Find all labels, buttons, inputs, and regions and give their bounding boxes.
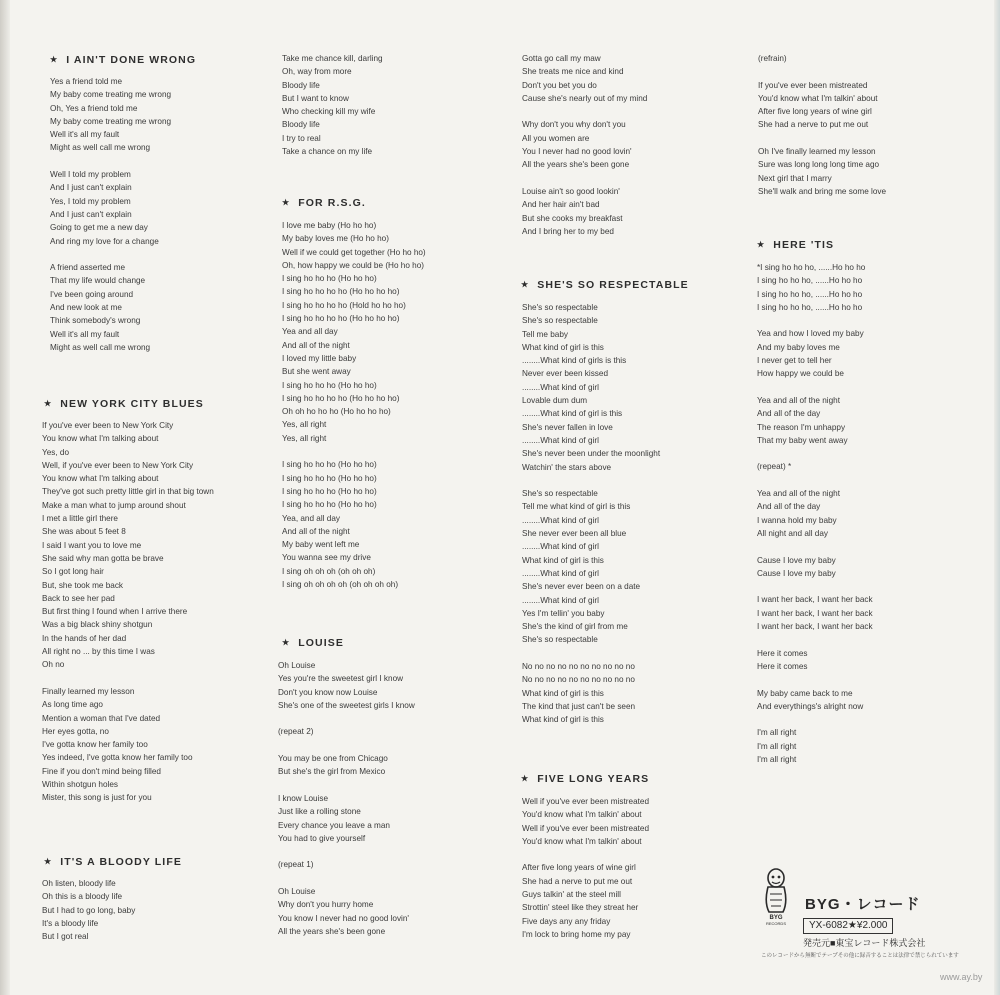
stanza-break — [522, 172, 756, 185]
lyric-line: I sing ho ho ho, ......Ho ho ho — [757, 289, 863, 299]
lyric-line: That my life would change — [50, 276, 146, 286]
lyric-line: Within shotgun holes — [42, 780, 119, 790]
song-lyrics — [282, 52, 513, 158]
lyric-line: She's one of the sweetest girls I know — [278, 700, 415, 710]
lyric-line: I wanna hold my baby — [757, 515, 837, 525]
song-continuation-five-long-years — [757, 52, 992, 198]
lyric-line: Take me chance kill, darling — [282, 54, 383, 63]
song-lyrics — [42, 419, 277, 805]
lyric-line: What kind of girl is this — [522, 342, 604, 352]
stanza-break — [278, 872, 513, 885]
lyric-line: Cause I love my baby — [757, 568, 836, 578]
song-section-new-york-city-blues — [42, 398, 277, 805]
lyric-line: I'm all right — [757, 728, 797, 738]
lyric-line: After five long years of wine girl — [758, 107, 872, 117]
lyric-line: Cause I love my baby — [757, 555, 836, 565]
lyric-line: I love me baby (Ho ho ho) — [282, 221, 377, 230]
lyric-line: All the years she's been gone — [522, 160, 630, 170]
lyric-line: Oh, how happy we could be (Ho ho ho) — [282, 260, 425, 270]
lyric-line: Back to see her pad — [42, 593, 115, 603]
lyric-line: She's never fallen in love — [522, 422, 613, 432]
lyric-line: You had to give yourself — [278, 833, 366, 843]
lyric-line: My baby went left me — [282, 540, 360, 550]
lyric-line: Oh listen, bloody life — [42, 879, 116, 888]
lyric-line: Here it comes — [757, 661, 808, 671]
lyric-line: She's so respectable — [522, 635, 598, 645]
lyric-line: Well if you've ever been mistreated — [522, 823, 650, 833]
song-section-louise — [278, 637, 513, 938]
song-section-five-long-years — [521, 773, 756, 941]
lyric-line: My baby loves me (Ho ho ho) — [282, 234, 389, 244]
lyric-line: I sing ho ho ho, ......Ho ho ho — [757, 276, 863, 286]
song-section-shes-so-respectable — [521, 279, 756, 727]
lyric-line: I know Louise — [278, 793, 329, 803]
lyric-line: Mister, this song is just for you — [42, 793, 152, 803]
lyric-line: Five days any any friday — [522, 916, 611, 926]
stanza-break — [757, 673, 992, 686]
lyric-line: But she went away — [282, 367, 351, 377]
song-title: ★ FOR R.S.G. — [282, 197, 366, 209]
lyric-line: (repeat 2) — [278, 727, 314, 737]
svg-text:BYG: BYG — [769, 915, 783, 921]
star-icon: ★ — [50, 55, 59, 64]
stanza-break — [757, 474, 992, 487]
lyric-line: You know what I'm talking about — [42, 434, 159, 444]
sheet-left-edge — [0, 0, 10, 995]
lyric-line: No no no no no no no no no no — [522, 662, 635, 672]
stanza-break — [757, 381, 992, 394]
song-title: ★ I AIN'T DONE WRONG — [50, 54, 197, 66]
lyric-line: Tell me what kind of girl is this — [522, 502, 631, 512]
lyric-line: I said I want you to love me — [42, 540, 142, 550]
lyric-line: (refrain) — [758, 54, 787, 63]
song-continuation-bloody-life — [278, 52, 513, 158]
lyric-line: I loved my little baby — [282, 353, 357, 363]
song-lyrics — [278, 659, 513, 938]
lyric-line: I sing ho ho ho (Ho ho ho) — [282, 274, 377, 284]
song-lyrics — [282, 219, 513, 591]
lyric-line: I sing ho ho ho ho (Ho ho ho ho) — [282, 314, 400, 324]
song-lyrics — [50, 75, 277, 354]
lyric-line: Yea and how I loved my baby — [757, 329, 864, 339]
lyric-line: I sing ho ho ho (Ho ho ho) — [282, 473, 377, 483]
lyric-line: Think somebody's wrong — [50, 316, 141, 326]
lyric-line: (repeat 1) — [278, 860, 314, 870]
lyric-line: I sing ho ho ho, ......Ho ho ho — [757, 302, 863, 312]
lyric-line: Yes you're the sweetest girl I know — [278, 674, 404, 684]
stanza-break — [278, 779, 513, 792]
lyric-line: Make a man what to jump around shout — [42, 500, 186, 510]
star-icon: ★ — [44, 857, 53, 866]
lyric-line: But she's the girl from Mexico — [278, 767, 386, 777]
lyric-line: I try to real — [282, 133, 321, 143]
lyric-line: Yes I'm tellin' you baby — [522, 608, 605, 618]
lyric-line: What kind of girl is this — [522, 555, 604, 565]
lyric-line: I want her back, I want her back — [757, 622, 873, 632]
stanza-break — [50, 248, 277, 261]
lyric-line: Don't you know now Louise — [278, 687, 378, 697]
lyric-line: Yea and all of the night — [757, 489, 841, 499]
lyric-line: I'm all right — [757, 741, 797, 751]
song-lyrics — [42, 877, 277, 943]
lyric-line: Oh this is a bloody life — [42, 892, 123, 902]
lyric-line: You'd know what I'm talkin' about — [758, 93, 878, 103]
lyric-line: ........What kind of girl — [522, 435, 599, 445]
stanza-break — [278, 739, 513, 752]
lyric-line: Oh oh ho ho ho (Ho ho ho ho) — [282, 407, 391, 417]
lyric-line: And all of the night — [282, 340, 350, 350]
song-section-i-aint-done-wrong — [42, 54, 277, 354]
lyric-line: You'd know what I'm talkin' about — [522, 810, 642, 820]
lyric-line: I sing ho ho ho ho (Hold ho ho ho) — [282, 300, 406, 310]
lyric-line: I sing ho ho ho (Ho ho ho) — [282, 460, 377, 470]
lyric-line: I sing ho ho ho (Ho ho ho) — [282, 500, 377, 510]
lyric-line: She never ever been all blue — [522, 529, 627, 539]
lyric-line: Next girl that I marry — [758, 173, 832, 183]
stanza-break — [757, 447, 992, 460]
star-icon: ★ — [282, 198, 291, 207]
song-title: ★ SHE'S SO RESPECTABLE — [521, 279, 689, 291]
lyric-line: I want her back, I want her back — [757, 595, 873, 605]
star-icon: ★ — [521, 280, 530, 289]
lyric-line: I'm all right — [757, 754, 797, 764]
lyric-line: Oh, way from more — [282, 67, 352, 77]
lyric-line: ........What kind of girl — [522, 595, 599, 605]
stanza-break — [758, 132, 992, 145]
lyric-line: But she cooks my breakfast — [522, 213, 623, 223]
lyric-line: So I got long hair — [42, 567, 104, 577]
lyric-line: I sing ho ho ho (Ho ho ho) — [282, 486, 377, 496]
lyric-line: Yes, all right — [282, 433, 327, 443]
lyric-line: After five long years of wine girl — [522, 863, 636, 873]
lyric-line: That my baby went away — [757, 435, 848, 445]
song-title: ★ FIVE LONG YEARS — [521, 773, 650, 785]
song-lyrics — [522, 795, 756, 941]
stanza-break — [758, 65, 992, 78]
lyric-line: They've got such pretty little girl in that big town — [42, 487, 214, 497]
lyric-line: She'll walk and bring me some love — [758, 186, 887, 196]
lyric-line: Don't you bet you do — [522, 80, 597, 90]
lyric-line: But I want to know — [282, 93, 349, 103]
lyric-line: She treats me nice and kind — [522, 67, 624, 77]
lyric-line: I'm lock to bring home my pay — [522, 929, 631, 939]
lyric-line: She had a nerve to put me out — [522, 876, 633, 886]
lyric-line: Yea and all day — [282, 327, 338, 337]
lyric-line: Here it comes — [757, 648, 808, 658]
lyric-line: She's the kind of girl from me — [522, 622, 628, 632]
lyric-line: She's so respectable — [522, 303, 598, 312]
lyric-line: Oh Louise — [278, 887, 316, 897]
lyric-line: Going to get me a new day — [50, 223, 148, 233]
lyric-line: A friend asserted me — [50, 263, 126, 273]
lyric-line: Lovable dum dum — [522, 396, 588, 406]
lyric-line: All night and all day — [757, 528, 829, 538]
star-icon: ★ — [757, 240, 766, 249]
lyric-line: Just like a rolling stone — [278, 807, 361, 817]
song-title: ★ HERE 'TIS — [757, 239, 835, 251]
lyric-line: Gotta go call my maw — [522, 54, 601, 63]
lyric-line: If you've ever been mistreated — [758, 80, 868, 90]
stanza-break — [757, 713, 992, 726]
lyric-line: My baby come treating me wrong — [50, 116, 172, 126]
stanza-break — [50, 155, 277, 168]
lyric-line: She was about 5 feet 8 — [42, 527, 126, 537]
song-section-here-tis — [757, 239, 992, 766]
stanza-break — [522, 105, 756, 118]
lyric-line: And everythings's alright now — [757, 701, 864, 711]
catalog-number-price: YX-6082★¥2.000 — [803, 918, 893, 934]
lyric-line: Well I told my problem — [50, 170, 131, 180]
lyric-line: Never ever been kissed — [522, 369, 609, 379]
stanza-break — [522, 474, 756, 487]
lyric-line: Yea, and all day — [282, 513, 340, 523]
song-title: ★ LOUISE — [282, 637, 344, 649]
star-icon: ★ — [521, 774, 530, 783]
stanza-break — [282, 445, 513, 458]
lyric-line: Well it's all my fault — [50, 329, 120, 339]
stanza-break — [757, 633, 992, 646]
lyric-line: Oh I've finally learned my lesson — [758, 147, 876, 157]
lyric-line: Cause she's nearly out of my mind — [522, 93, 648, 103]
song-continuation-louise — [521, 52, 756, 238]
lyric-line: What kind of girl is this — [522, 715, 604, 725]
lyric-line: If you've ever been to New York City — [42, 421, 174, 430]
lyric-line: Fine if you don't mind being filled — [42, 766, 161, 776]
stanza-break — [757, 540, 992, 553]
lyric-line: I sing ho ho ho (Ho ho ho) — [282, 380, 377, 390]
lyric-line: Sure was long long long time ago — [758, 160, 880, 170]
lyric-line: ........What kind of girl is this — [522, 409, 623, 419]
lyric-line: You know what I'm talking about — [42, 474, 159, 484]
lyric-line: You'd know what I'm talkin' about — [522, 836, 642, 846]
lyric-line: ........What kind of girls is this — [522, 356, 627, 366]
stanza-break — [757, 580, 992, 593]
lyric-line: ........What kind of girl — [522, 515, 599, 525]
lyric-line: ........What kind of girl — [522, 382, 599, 392]
lyric-line: Yes indeed, I've gotta know her family too — [42, 753, 193, 763]
song-title: ★ IT'S A BLOODY LIFE — [44, 856, 182, 868]
lyric-line: *I sing ho ho ho, ......Ho ho ho — [757, 263, 866, 272]
song-section-its-a-bloody-life — [42, 856, 277, 943]
lyric-line: Take a chance on my life — [282, 147, 373, 157]
lyric-line: Bloody life — [282, 80, 320, 90]
song-title: ★ NEW YORK CITY BLUES — [44, 398, 204, 410]
lyric-line: Yes, do — [42, 447, 70, 457]
byg-mascot-logo-icon — [760, 868, 792, 926]
lyric-line: And I bring her to my bed — [522, 226, 614, 236]
lyric-line: All right no ... by this time I was — [42, 647, 155, 657]
lyric-line: But I got real — [42, 932, 89, 942]
lyric-line: But first thing I found when I arrive there — [42, 607, 188, 617]
stanza-break — [522, 647, 756, 660]
lyric-line: Oh no — [42, 660, 65, 670]
lyric-line: You wanna see my drive — [282, 553, 371, 563]
lyric-line: Might as well call me wrong — [50, 143, 151, 153]
lyric-line: And I just can't explain — [50, 209, 132, 219]
lyric-line: Yes, all right — [282, 420, 327, 430]
copyright-notice: このレコードから無断でテープその他に録音することは法律で禁じられています — [761, 953, 959, 959]
lyric-line: It's a bloody life — [42, 918, 99, 928]
lyric-line: Mention a woman that I've dated — [42, 713, 161, 723]
lyric-line: I met a little girl there — [42, 514, 118, 524]
star-icon: ★ — [44, 399, 53, 408]
lyric-line: Guys talkin' at the steel mill — [522, 890, 621, 900]
lyric-line: ........What kind of girl — [522, 568, 599, 578]
lyric-line: Strottin' steel like they streat her — [522, 903, 639, 913]
lyric-line: (repeat) * — [757, 462, 792, 472]
lyric-line: Bloody life — [282, 120, 320, 130]
lyric-line: All you women are — [522, 133, 590, 143]
lyric-line: No no no no no no no no no no — [522, 675, 635, 685]
lyric-line: Yes a friend told me — [50, 77, 123, 86]
lyric-line: The kind that just can't be seen — [522, 701, 636, 711]
lyric-line: Watchin' the stars above — [522, 462, 612, 472]
stanza-break — [522, 848, 756, 861]
lyric-line: She's never been under the moonlight — [522, 449, 661, 459]
lyric-line: And all of the day — [757, 409, 821, 419]
lyric-line: But, she took me back — [42, 580, 124, 590]
lyric-line: And I just can't explain — [50, 183, 132, 193]
lyric-line: Why don't you hurry home — [278, 900, 374, 910]
lyric-line: Well it's all my fault — [50, 130, 120, 140]
lyric-line: You know I never had no good lovin' — [278, 913, 409, 923]
lyric-line: Well if you've ever been mistreated — [522, 797, 650, 806]
lyric-line: I've gotta know her family too — [42, 740, 148, 750]
lyric-line: Oh, Yes a friend told me — [50, 103, 138, 113]
publisher-name: 発売元■東宝レコード株式会社 — [803, 938, 926, 948]
lyric-line: Might as well call me wrong — [50, 342, 151, 352]
star-icon: ★ — [282, 638, 291, 647]
lyric-line: ........What kind of girl — [522, 542, 599, 552]
lyric-line: She's so respectable — [522, 316, 598, 326]
lyric-line: I sing ho ho ho ho (Ho ho ho ho) — [282, 393, 400, 403]
lyric-line: I want her back, I want her back — [757, 608, 873, 618]
lyric-line: My baby came back to me — [757, 688, 853, 698]
lyric-line: She had a nerve to put me out — [758, 120, 869, 130]
lyric-line: And ring my love for a change — [50, 236, 159, 246]
lyric-line: In the hands of her dad — [42, 633, 127, 643]
lyric-line: And new look at me — [50, 303, 122, 313]
lyric-line: Tell me baby — [522, 329, 568, 339]
song-lyrics — [758, 52, 992, 198]
lyric-line: She's so respectable — [522, 489, 598, 499]
lyric-line: How happy we could be — [757, 369, 844, 379]
lyric-line: And her hair ain't bad — [522, 200, 600, 210]
lyric-line: What kind of girl is this — [522, 688, 604, 698]
lyric-line: Well if we could get together (Ho ho ho) — [282, 247, 426, 257]
lyric-line: And my baby loves me — [757, 342, 840, 352]
lyric-line: I've been going around — [50, 289, 134, 299]
lyric-line: But I had to go long, baby — [42, 905, 136, 915]
stanza-break — [278, 845, 513, 858]
stanza-break — [757, 314, 992, 327]
lyric-line: The reason I'm unhappy — [757, 422, 846, 432]
song-lyrics — [757, 261, 992, 766]
lyric-line: I sing oh oh oh (oh oh oh) — [282, 566, 376, 576]
lyric-line: Yea and all of the night — [757, 395, 841, 405]
stanza-break — [42, 672, 277, 685]
lyric-line: Why don't you why don't you — [522, 120, 626, 130]
lyric-line: You may be one from Chicago — [278, 754, 388, 764]
song-lyrics — [522, 52, 756, 238]
lyric-line: Louise ain't so good lookin' — [522, 186, 620, 196]
lyric-line: My baby come treating me wrong — [50, 90, 172, 100]
lyric-line: Who checking kill my wife — [282, 107, 376, 117]
lyric-line: Every chance you leave a man — [278, 820, 390, 830]
lyric-line: I sing oh oh oh oh (oh oh oh oh) — [282, 580, 399, 590]
lyric-line: Yes, I told my problem — [50, 196, 131, 206]
lyric-line: She said why man gotta be brave — [42, 553, 164, 563]
lyric-line: Oh Louise — [278, 661, 316, 670]
lyric-line: She's never ever been on a date — [522, 582, 641, 592]
lyric-line: As long time ago — [42, 700, 103, 710]
stanza-break — [278, 712, 513, 725]
lyric-line: And all of the day — [757, 502, 821, 512]
lyric-line: I sing ho ho ho ho (Ho ho ho ho) — [282, 287, 400, 297]
label-brand-name: BYG・レコード — [805, 896, 921, 913]
lyric-line: You I never had no good lovin' — [522, 147, 632, 157]
sheet-right-edge — [994, 0, 1000, 995]
lyric-line: And all of the night — [282, 526, 350, 536]
site-watermark: www.ay.by — [940, 972, 983, 982]
song-section-for-rsg — [278, 197, 513, 591]
lyric-line: Well, if you've ever been to New York City — [42, 460, 194, 470]
lyric-line: Was a big black shiny shotgun — [42, 620, 153, 630]
song-lyrics — [522, 301, 756, 727]
lyric-line: Finally learned my lesson — [42, 686, 135, 696]
lyric-line: All the years she's been gone — [278, 926, 386, 936]
svg-text:RECORDS: RECORDS — [765, 921, 787, 926]
lyric-line: I never get to tell her — [757, 356, 832, 366]
lyric-line: Her eyes gotta, no — [42, 726, 109, 736]
